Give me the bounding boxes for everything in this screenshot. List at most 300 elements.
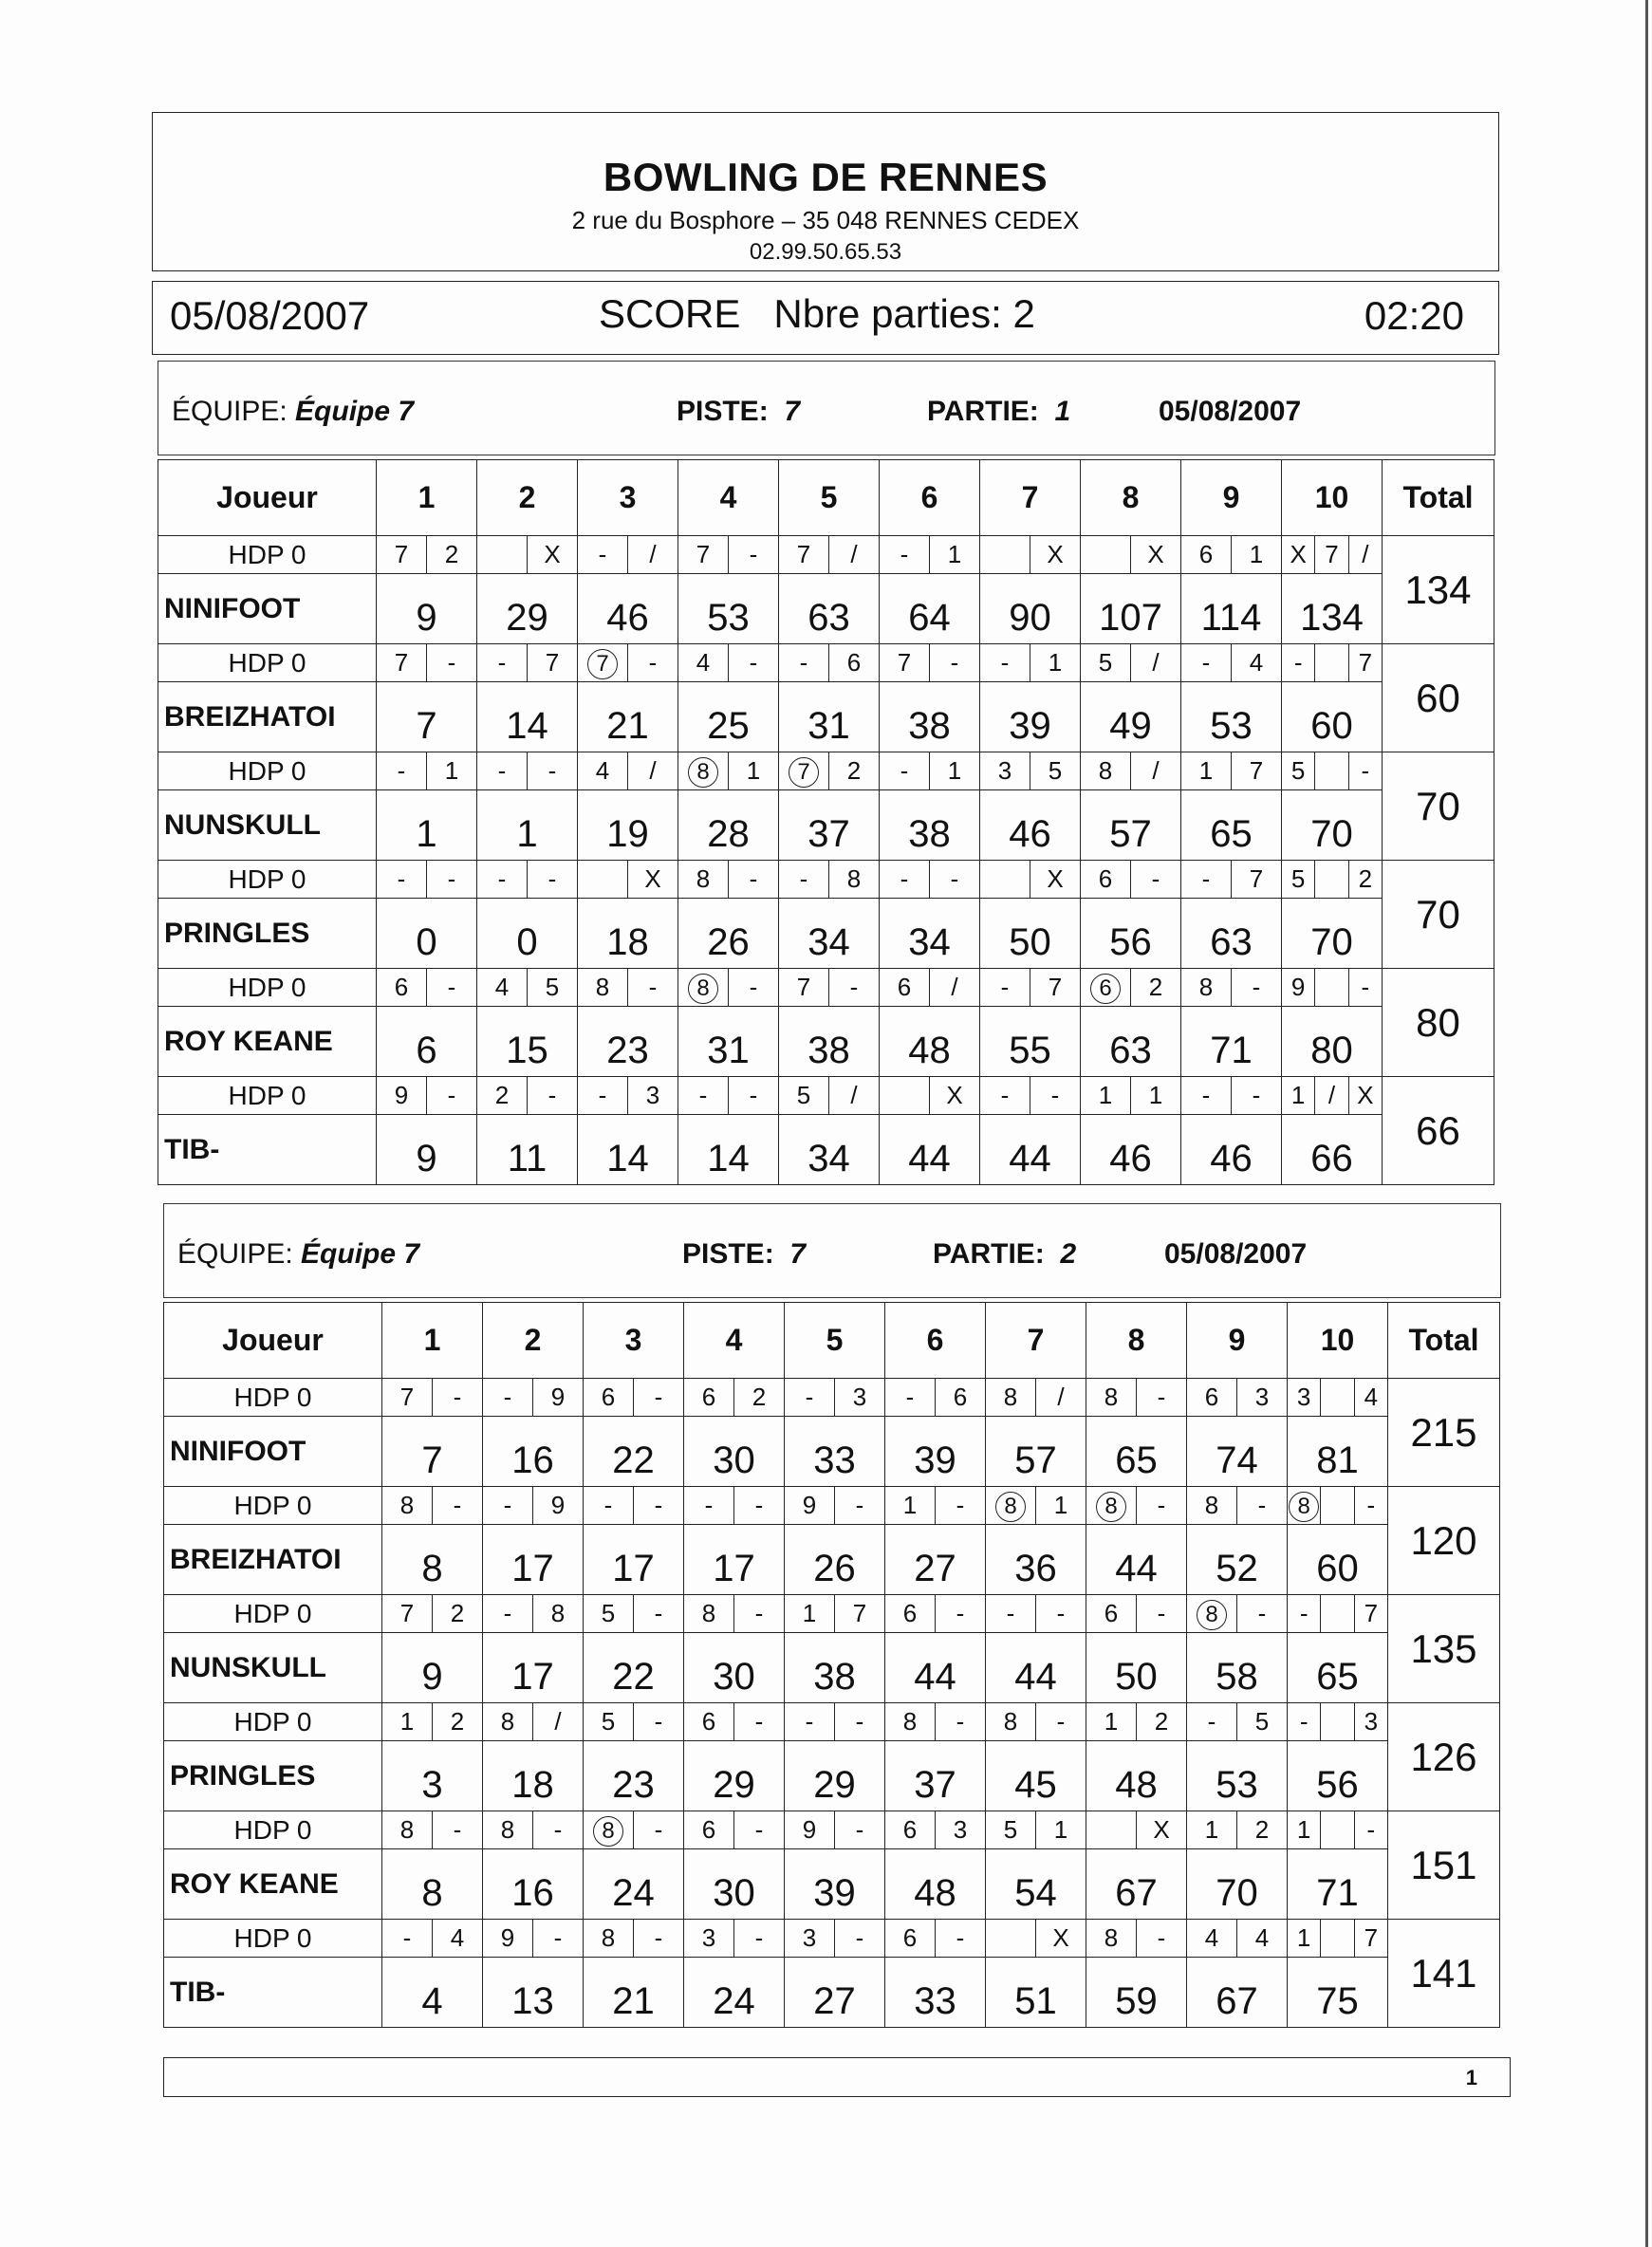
frame-rolls-cell	[678, 861, 779, 899]
player-rolls-row	[164, 1920, 1500, 1958]
rolls-group	[483, 1703, 583, 1740]
rolls-group	[584, 1703, 683, 1740]
frame-rolls-cell	[1288, 1811, 1388, 1849]
rolls-group	[1081, 536, 1180, 573]
frame-rolls-cell	[477, 1077, 578, 1115]
roll-box: /	[951, 973, 958, 1001]
cumulative-score-cell: 0	[377, 899, 477, 969]
roll-box: 1	[1086, 1703, 1137, 1740]
frame-rolls-cell	[1187, 1811, 1288, 1849]
roll-box: -	[785, 1379, 835, 1416]
rolls-group	[377, 1077, 476, 1114]
roll-box: 3	[980, 752, 1030, 789]
roll-box: 5	[1048, 756, 1063, 785]
roll-box: X	[644, 864, 661, 893]
frame-rolls-cell	[382, 1379, 483, 1417]
header-row	[158, 460, 1494, 536]
rolls-group	[578, 536, 678, 573]
rolls-group	[578, 1077, 678, 1114]
frame-rolls-cell	[1086, 1811, 1187, 1849]
cumulative-score-cell: 90	[980, 574, 1081, 644]
rolls-group	[1086, 1811, 1186, 1848]
player-score-row	[158, 790, 1494, 861]
rolls-group	[785, 1811, 884, 1848]
frame-column-header: 3	[578, 460, 678, 536]
cumulative-score-cell: 9	[377, 1115, 477, 1185]
roll-box: -	[779, 644, 829, 681]
cumulative-score-cell: 39	[885, 1417, 986, 1487]
frame-rolls-cell	[1187, 1487, 1288, 1525]
roll-box: -	[1366, 1815, 1376, 1844]
rolls-group	[578, 752, 678, 789]
rolls-group	[1181, 644, 1281, 681]
rolls-group	[1086, 1920, 1186, 1957]
cumulative-score-cell: 50	[1086, 1633, 1187, 1703]
lane-number: 7	[784, 396, 801, 427]
roll-box: -	[1157, 1923, 1166, 1952]
rolls-group	[980, 752, 1080, 789]
roll-box: 6	[1187, 1379, 1237, 1416]
roll-box	[1321, 1379, 1354, 1416]
score-table	[158, 459, 1494, 1185]
roll-box: 1	[947, 540, 962, 568]
roll-box: 9	[550, 1383, 566, 1411]
roll-box: 7	[1364, 1923, 1379, 1952]
frame-rolls-cell	[584, 1595, 684, 1633]
frame-rolls-cell	[483, 1811, 584, 1849]
cumulative-score-cell: 46	[1081, 1115, 1181, 1185]
player-name: NUNSKULL	[164, 1633, 382, 1703]
roll-box: -	[654, 1491, 663, 1519]
split-mark: 8	[593, 1816, 623, 1847]
lane-number: 7	[789, 1238, 807, 1270]
frame-column-header: 10	[1282, 460, 1383, 536]
frame-rolls-cell	[483, 1703, 584, 1741]
cumulative-score-cell: 57	[986, 1417, 1086, 1487]
frame-rolls-cell	[1288, 1920, 1388, 1958]
rolls-group	[377, 644, 476, 681]
rolls-group	[779, 536, 879, 573]
team-info-box	[158, 361, 1495, 455]
roll-box: 1	[746, 756, 761, 785]
game-number: 2	[1060, 1238, 1077, 1270]
frame-rolls-cell	[1086, 1595, 1187, 1633]
roll-box: -	[483, 1487, 533, 1524]
frame-rolls-cell	[684, 1487, 785, 1525]
roll-box: 6	[1081, 861, 1131, 898]
roll-box: 8	[986, 1703, 1036, 1740]
roll-box: 1	[1187, 1811, 1237, 1848]
rolls-group	[1181, 969, 1281, 1006]
frame-rolls-cell	[483, 1487, 584, 1525]
player-total: 126	[1388, 1703, 1500, 1811]
lane-label: PISTE:	[682, 1238, 774, 1270]
cumulative-score-cell: 4	[382, 1958, 483, 2028]
rolls-group	[678, 861, 778, 898]
frame-rolls-cell	[980, 536, 1081, 574]
rolls-group	[785, 1595, 884, 1632]
frame-rolls-cell	[779, 861, 880, 899]
player-score-row	[158, 1007, 1494, 1077]
cumulative-score-cell: 46	[578, 574, 678, 644]
roll-box: 7	[1048, 973, 1063, 1001]
roll-box: 9	[377, 1077, 427, 1114]
cumulative-score-cell: 70	[1187, 1849, 1288, 1920]
roll-box: X	[946, 1081, 963, 1109]
roll-box: 1	[885, 1487, 936, 1524]
frame-rolls-cell	[1187, 1595, 1288, 1633]
roll-box: -	[885, 1379, 936, 1416]
frame-rolls-cell	[1181, 752, 1282, 790]
frame-rolls-cell	[1282, 644, 1383, 682]
roll-box: 7	[382, 1595, 433, 1632]
split-mark: 8	[1289, 1492, 1319, 1522]
team-label-text: ÉQUIPE:	[172, 396, 288, 427]
rolls-group	[885, 1379, 985, 1416]
player-rolls-row	[158, 861, 1494, 899]
roll-box	[1321, 1920, 1354, 1957]
roll-box: -	[749, 540, 758, 568]
cumulative-score-cell: 28	[678, 790, 779, 861]
frame-rolls-cell	[483, 1379, 584, 1417]
rolls-group	[382, 1703, 482, 1740]
rolls-group	[980, 644, 1080, 681]
roll-box: 6	[684, 1379, 734, 1416]
roll-box: 8	[678, 861, 729, 898]
cumulative-score-cell: 29	[684, 1741, 785, 1811]
roll-box: 5	[584, 1703, 634, 1740]
split-mark: 6	[1090, 974, 1121, 1004]
frame-rolls-cell	[785, 1487, 885, 1525]
rolls-group	[986, 1920, 1086, 1957]
split-mark: 7	[789, 757, 819, 788]
frame-rolls-cell	[1187, 1920, 1288, 1958]
frame-rolls-cell	[1086, 1379, 1187, 1417]
rolls-group	[1282, 752, 1382, 789]
roll-box: 8	[885, 1703, 936, 1740]
roll-box: -	[1252, 1081, 1261, 1109]
rolls-group	[1282, 1077, 1382, 1114]
roll-box: 8	[684, 1595, 734, 1632]
rolls-group	[377, 752, 476, 789]
roll-box: -	[684, 1487, 734, 1524]
roll-box: 7	[382, 1379, 433, 1416]
roll-box: 1	[1053, 1491, 1068, 1519]
rolls-group	[477, 969, 577, 1006]
venue-phone: 02.99.50.65.53	[749, 239, 902, 265]
rolls-group	[1282, 644, 1382, 681]
roll-box: -	[1181, 861, 1232, 898]
rolls-group	[1181, 536, 1281, 573]
frame-rolls-cell	[377, 752, 477, 790]
cumulative-score-cell: 54	[986, 1849, 1086, 1920]
split-mark: 8	[688, 757, 718, 788]
player-rolls-row	[164, 1379, 1500, 1417]
roll-box: -	[1151, 864, 1160, 893]
player-score-row	[164, 1741, 1500, 1811]
frame-rolls-cell	[578, 536, 678, 574]
player-total: 135	[1388, 1595, 1500, 1703]
frame-rolls-cell	[377, 1077, 477, 1115]
roll-box: 2	[752, 1383, 767, 1411]
roll-box: -	[749, 864, 758, 893]
roll-box: 8	[1086, 1920, 1137, 1957]
rolls-group	[1081, 752, 1180, 789]
cumulative-score-cell: 34	[779, 899, 880, 969]
player-score-row	[158, 682, 1494, 752]
frame-rolls-cell	[785, 1703, 885, 1741]
frame-rolls-cell	[684, 1595, 785, 1633]
roll-box: 7	[1358, 648, 1373, 677]
player-name: ROY KEANE	[158, 1007, 377, 1077]
roll-box: 6	[584, 1379, 634, 1416]
roll-box: -	[980, 644, 1030, 681]
rolls-group	[382, 1487, 482, 1524]
cumulative-score-cell: 18	[578, 899, 678, 969]
roll-box: -	[1056, 1707, 1066, 1736]
roll-box: 7	[779, 969, 829, 1006]
frame-rolls-cell	[578, 969, 678, 1007]
cumulative-score-cell: 14	[477, 682, 578, 752]
roll-box: -	[855, 1815, 864, 1844]
frame-rolls-cell	[1081, 644, 1181, 682]
roll-box: -	[483, 1595, 533, 1632]
frame-rolls-cell	[377, 861, 477, 899]
frame-rolls-cell	[785, 1379, 885, 1417]
roll-box: 2	[477, 1077, 528, 1114]
roll-box: -	[654, 1923, 663, 1952]
roll-box: -	[754, 1923, 764, 1952]
rolls-group	[578, 969, 678, 1006]
player-rolls-row	[164, 1595, 1500, 1633]
rolls-group	[678, 1077, 778, 1114]
cumulative-score-cell: 48	[880, 1007, 980, 1077]
roll-box: 7	[377, 644, 427, 681]
frame-rolls-cell	[1187, 1703, 1288, 1741]
roll-box: -	[477, 752, 528, 789]
roll-box	[1321, 1811, 1354, 1848]
roll-box: -	[849, 973, 859, 1001]
cumulative-score-cell: 15	[477, 1007, 578, 1077]
roll-box: -	[548, 756, 557, 785]
roll-box: 7	[880, 644, 930, 681]
player-total: 70	[1383, 752, 1494, 861]
frame-rolls-cell	[578, 861, 678, 899]
roll-box: -	[483, 1379, 533, 1416]
roll-box: 1	[1282, 1077, 1315, 1114]
roll-box: /	[649, 540, 657, 568]
player-name: PRINGLES	[158, 899, 377, 969]
player-total: 134	[1383, 536, 1494, 644]
frame-rolls-cell	[779, 1077, 880, 1115]
frame-rolls-cell	[1081, 861, 1181, 899]
game-info	[927, 396, 1070, 428]
frame-column-header: 6	[885, 1303, 986, 1379]
cumulative-score-cell: 48	[885, 1849, 986, 1920]
roll-box: 7	[1249, 756, 1264, 785]
roll-box: -	[1288, 1595, 1321, 1632]
cumulative-score-cell: 14	[678, 1115, 779, 1185]
cumulative-score-cell: 70	[1282, 790, 1383, 861]
roll-box	[578, 861, 628, 898]
roll-box	[986, 1920, 1036, 1957]
player-score-row	[164, 1633, 1500, 1703]
cumulative-score-cell: 1	[477, 790, 578, 861]
roll-box	[980, 536, 1030, 573]
frame-rolls-cell	[880, 644, 980, 682]
roll-box: 8	[382, 1811, 433, 1848]
cumulative-score-cell: 52	[1187, 1525, 1288, 1595]
page-edge	[1645, 0, 1648, 2247]
cumulative-score-cell: 74	[1187, 1417, 1288, 1487]
roll-box: 2	[444, 540, 459, 568]
rolls-group	[885, 1920, 985, 1957]
roll-box: -	[584, 1487, 634, 1524]
roll-box: 2	[450, 1707, 465, 1736]
rolls-group	[785, 1487, 884, 1524]
player-total: 151	[1388, 1811, 1500, 1920]
roll-box: 8	[483, 1703, 533, 1740]
rolls-group	[1081, 969, 1180, 1006]
roll-box: -	[453, 1383, 462, 1411]
roll-box: -	[477, 644, 528, 681]
frame-column-header: 7	[986, 1303, 1086, 1379]
handicap-cell: HDP 0	[158, 536, 377, 574]
roll-box: -	[1366, 1491, 1376, 1519]
roll-box: 3	[852, 1383, 867, 1411]
roll-box: 8	[578, 969, 628, 1006]
roll-box: 5	[584, 1595, 634, 1632]
roll-box: 1	[1148, 1081, 1163, 1109]
cumulative-score-cell: 53	[1187, 1741, 1288, 1811]
cumulative-score-cell: 39	[785, 1849, 885, 1920]
cumulative-score-cell: 16	[483, 1849, 584, 1920]
frame-rolls-cell	[377, 536, 477, 574]
roll-box: X	[1282, 536, 1315, 573]
frame-rolls-cell	[1181, 536, 1282, 574]
roll-box: 3	[645, 1081, 660, 1109]
roll-box: 3	[785, 1920, 835, 1957]
roll-box: 5	[1081, 644, 1131, 681]
split-mark: 7	[587, 649, 618, 679]
cumulative-score-cell: 38	[880, 790, 980, 861]
cumulative-score-cell: 58	[1187, 1633, 1288, 1703]
frame-rolls-cell	[1187, 1379, 1288, 1417]
rolls-group	[880, 861, 979, 898]
game-label: PARTIE:	[927, 396, 1039, 427]
lane-info	[677, 396, 800, 428]
cumulative-score-cell: 55	[980, 1007, 1081, 1077]
handicap-cell: HDP 0	[164, 1811, 382, 1849]
cumulative-score-cell: 46	[1181, 1115, 1282, 1185]
roll-box: 9	[1282, 969, 1315, 1006]
roll-box: 1	[1288, 1811, 1321, 1848]
roll-box	[779, 752, 829, 789]
cumulative-score-cell: 17	[584, 1525, 684, 1595]
roll-box: 4	[578, 752, 628, 789]
roll-box: 2	[1358, 864, 1373, 893]
roll-box: -	[553, 1815, 563, 1844]
roll-box: /	[554, 1707, 562, 1736]
rolls-group	[1187, 1703, 1287, 1740]
cumulative-score-cell: 134	[1282, 574, 1383, 644]
frame-rolls-cell	[1081, 752, 1181, 790]
cumulative-score-cell: 31	[678, 1007, 779, 1077]
roll-box: -	[754, 1599, 764, 1627]
frame-rolls-cell	[1282, 536, 1383, 574]
player-name: ROY KEANE	[164, 1849, 382, 1920]
roll-box: 1	[1048, 648, 1063, 677]
roll-box: -	[453, 1491, 462, 1519]
cumulative-score-cell: 45	[986, 1741, 1086, 1811]
frame-rolls-cell	[684, 1811, 785, 1849]
rolls-group	[1086, 1487, 1186, 1524]
frame-rolls-cell	[880, 1077, 980, 1115]
cumulative-score-cell: 71	[1288, 1849, 1388, 1920]
frame-column-header: 4	[678, 460, 779, 536]
roll-box: 2	[450, 1599, 465, 1627]
rolls-group	[986, 1379, 1086, 1416]
frame-rolls-cell	[678, 1077, 779, 1115]
game-label: PARTIE:	[933, 1238, 1045, 1270]
cumulative-score-cell: 60	[1282, 682, 1383, 752]
total-column-header: Total	[1388, 1303, 1500, 1379]
player-rolls-row	[164, 1811, 1500, 1849]
rolls-group	[1086, 1703, 1186, 1740]
frame-rolls-cell	[377, 969, 477, 1007]
rolls-group	[578, 644, 678, 681]
frame-rolls-cell	[880, 752, 980, 790]
rolls-group	[584, 1487, 683, 1524]
roll-box: 8	[550, 1599, 566, 1627]
frame-rolls-cell	[578, 1077, 678, 1115]
roll-box: 7	[779, 536, 829, 573]
roll-box: -	[855, 1707, 864, 1736]
cumulative-score-cell: 81	[1288, 1417, 1388, 1487]
roll-box: -	[1361, 973, 1370, 1001]
lane-label: PISTE:	[677, 396, 769, 427]
frame-rolls-cell	[1181, 644, 1282, 682]
cumulative-score-cell: 44	[980, 1115, 1081, 1185]
handicap-cell: HDP 0	[164, 1703, 382, 1741]
rolls-group	[785, 1703, 884, 1740]
game-info	[933, 1238, 1076, 1271]
roll-box: -	[1181, 1077, 1232, 1114]
frame-rolls-cell	[483, 1595, 584, 1633]
roll-box: X	[1047, 540, 1064, 568]
frame-rolls-cell	[779, 752, 880, 790]
rolls-group	[382, 1920, 482, 1957]
rolls-group	[1288, 1920, 1387, 1957]
roll-box: /	[850, 1081, 858, 1109]
roll-box: X	[1153, 1815, 1170, 1844]
roll-box: -	[654, 1815, 663, 1844]
roll-box: 1	[1053, 1815, 1068, 1844]
roll-box: 6	[1181, 536, 1232, 573]
rolls-group	[483, 1379, 583, 1416]
team-name: Équipe 7	[301, 1238, 420, 1270]
player-name: PRINGLES	[164, 1741, 382, 1811]
rolls-group	[1187, 1379, 1287, 1416]
roll-box: -	[855, 1491, 864, 1519]
frame-rolls-cell	[885, 1920, 986, 1958]
cumulative-score-cell: 31	[779, 682, 880, 752]
roll-box: -	[956, 1491, 965, 1519]
player-rolls-row	[158, 752, 1494, 790]
roll-box: /	[649, 756, 657, 785]
lane-info	[682, 1238, 806, 1271]
game-number: 1	[1054, 396, 1071, 427]
